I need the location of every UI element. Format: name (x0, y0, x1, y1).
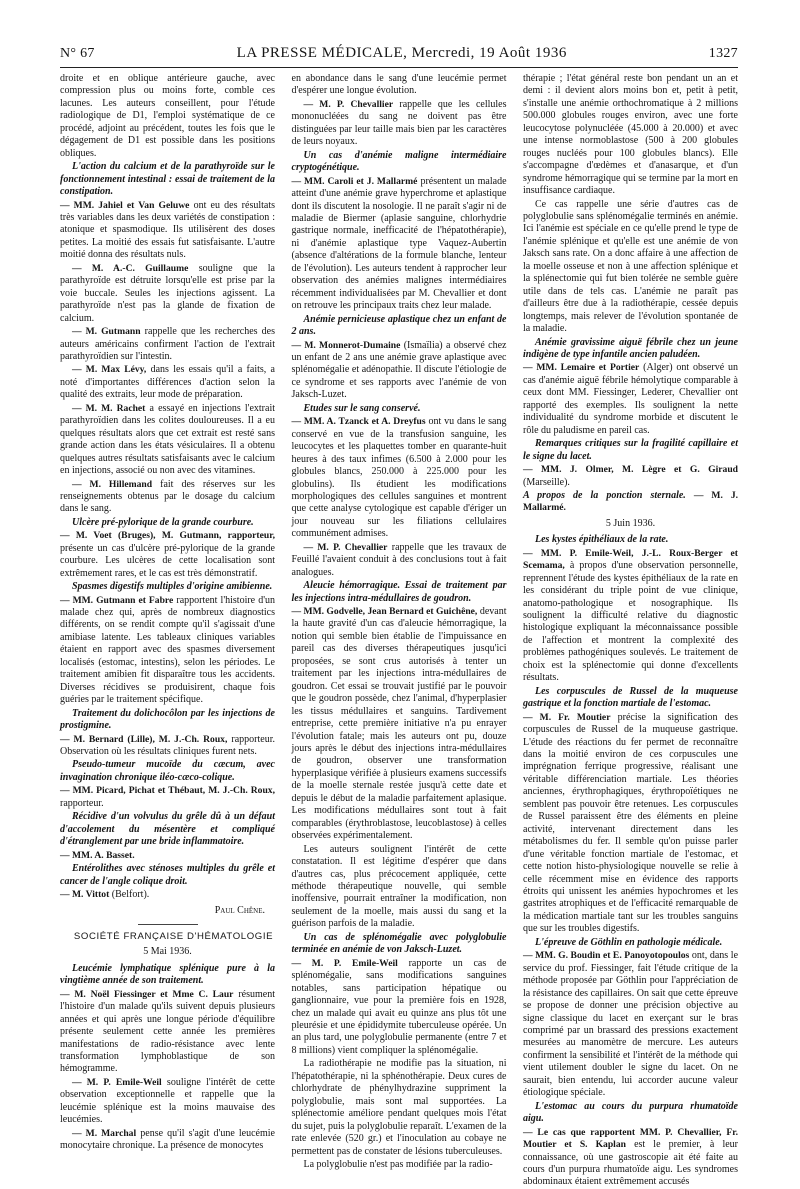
paragraph (292, 99, 507, 149)
session-date: 5 Mai 1936. (143, 946, 192, 958)
author-names: — M. P. Chevallier (303, 541, 388, 553)
author-names: — MM. A. Tzanck et A. Dreyfus (291, 416, 426, 428)
author-names: — MM. A. Basset. (60, 849, 135, 861)
paragraph (60, 479, 275, 516)
paragraph-text: fait des réserves sur les renseignements obtenus par le dosage du calcium dans le sang. (60, 478, 275, 515)
author-names: — MM. P. Emile-Weil, J.-L. Roux-Berger et Scemama, (523, 547, 738, 572)
paragraph-text: (Marseille). (523, 476, 570, 488)
author-names: — MM. Caroli et J. Mallarmé (291, 175, 418, 187)
paragraph (60, 989, 275, 1076)
author-names: — M. P. Emile-Weil (291, 957, 398, 969)
article-heading: Leucémie lymphatique splénique pure à la vingtième année de son traitement. (60, 962, 275, 987)
column-1 (60, 73, 276, 1152)
paragraph-text: a essayé en injections l'extrait parathyroïdien dans les colites douloureuses. Il a eu quelques résultats alors que cet extrait est resté sans grande action dans les états vésiculaires. Il a obtenu quelques autres résultats satisfaisants avec le calcium en injections, associé ou non avec des vitamines. (60, 402, 276, 477)
article-heading: Pseudo-tumeur mucoïde du cæcum, avec invagination chronique iléo-cæco-colique. (60, 759, 275, 783)
paragraph (292, 958, 507, 1058)
paragraph: La radiothérapie ne modifie pas la situation, ni l'hépatothérapie, ni la sphénothérapie. Deux cures de chlorhydrate de phénylhydrazine suppriment la polyglobulie, mais sont mal supportées. La splénectomie améliore pendant quelques mois l'état du sujet, puis la polyglobulie reparaît. L'examen de la rate enlevée (520 gr.) et l'inoculation au cobaye ne permettent pas de constater de lésions tuberculeuses. (291, 1058, 507, 1157)
article-heading: Un cas d'anémie maligne intermédiaire cryptogénétique. (291, 149, 507, 174)
paragraph-text: est le premier, à leur connaissance, où une gastroscopie ait été faite au cours d'un purpura rhumatoïde aigu. Les syndromes abdominaux étaient extrêmement accusés (523, 1139, 738, 1188)
author-names: — M. Gutmann (72, 326, 141, 338)
paragraph (60, 530, 275, 580)
paragraph-text: rapporteur. Observation où les résultats cliniques furent nets. (60, 733, 275, 758)
paragraph (60, 263, 275, 325)
paragraph (292, 340, 507, 402)
article-heading: Remarques critiques sur la fragilité capillaire et le signe du lacet. (523, 438, 738, 462)
paragraph-text: présentent un malade atteint d'une anémie grave hyperchrome et aplastique dont ils discutent la nosologie. Il ne paraît s'agir ni de maladie de Biermer (aplasie sanguine, chlorhydrie gastrique normale, inefficacité de l'hépatothérapie), ni d'anémie aplastique type Vaquez-Aubertin (absence d'altérations de la formule blanche, lenteur de l'évolution). Les auteurs tendent à rapprocher leur observation des anémies malignes intermédiaires récemment individualisées par M. Chevallier et dont on retrouve les principaux traits chez leur malade. (291, 175, 507, 312)
page-header (60, 45, 738, 65)
paragraph-text: dans les essais qu'il a faits, a noté d'importantes différences d'action selon la qualité des extraits, leur mode de préparation. (60, 364, 275, 401)
paragraph (60, 734, 275, 759)
article-heading: Un cas de splénomégalie avec polyglobulie terminée en anémie de von Jaksch-Luzet. (291, 931, 507, 956)
paragraph-text: souligne que la parathyroïde est détruite lorsqu'elle est prise par la voie buccale. Seules les injections agissent. La parathyroïde n'est pas la glande de fixation de calcium. (60, 262, 275, 324)
article-heading: Anémie gravissime aiguë fébrile chez un jeune indigène de type infantile ancien paludéen. (523, 336, 738, 360)
paragraph-text: souligne l'intérêt de cette observation exceptionnelle et rappelle que la leucémie splénique est la moins mauvaise des leucémies. (60, 1076, 275, 1126)
paragraph-text: rappelle que les travaux de Feuillé l'avaient conduit à des conclusions tout à fait analogues. (291, 541, 507, 578)
paragraph (60, 1128, 275, 1153)
paragraph: thérapie ; l'état général reste bon pendant un an et demi : il devient alors moins bon et, petit à petit, s'installe une anémie orthochromatique à 2 millions 500.000 globules rouges environ, avec une forte leucocytose polynucléée (45.000 à 20.000) et avec une intense normoblastose (500 à 200 globules rouges nucléés pour 100 globules blancs). Elle s'accompagne d'œdèmes et d'anasarque, et d'un syndrome hémorragique qui se termine par la mort en insuffisance cardiaque. (523, 73, 738, 197)
author-names: — MM. Godvelle, Jean Bernard et Guichêne, (291, 606, 478, 618)
paragraph-text: (Alger) ont observé un cas d'anémie aiguë fébrile hémolytique comparable à ceux dont MM. Fiessinger, Lederer, Chevallier ont rapporté des exemples. Ils soulignent la nette individualité du syndrome morbide et discutent le rôle du paludisme en pareil cas. (523, 362, 738, 436)
article-heading: L'épreuve de Göthlin en pathologie médicale. (535, 936, 723, 948)
author-names: — MM. J. Olmer, M. Lègre et G. Giraud (523, 464, 738, 476)
paragraph (60, 403, 275, 478)
paragraph: La polyglobulie n'est pas modifiée par la radio- (303, 1158, 493, 1170)
paragraph (523, 1127, 738, 1189)
article-heading: Etudes sur le sang conservé. (303, 402, 421, 414)
article-heading: Spasmes digestifs multiples d'origine amibienne. (72, 581, 273, 593)
paragraph (60, 785, 275, 810)
article-heading: A propos de la ponction sternale. (523, 489, 686, 501)
author-names: — M. Hillemand (72, 478, 153, 490)
paragraph (523, 464, 738, 489)
paragraph-text: résument l'histoire d'un malade qu'ils suivent depuis plusieurs années et qui après une longue période d'équilibre présente seulement cette année les premières manifestations de radio-résistance avec lente transformation lymphoblastique de son hémogramme. (60, 988, 275, 1075)
article-columns (60, 73, 739, 1188)
column-2 (291, 73, 507, 1170)
author-names: — MM. Lemaire et Portier (523, 362, 640, 374)
paragraph-text: (Belfort). (109, 889, 150, 900)
article-heading: Entérolithes avec sténoses multiples du grêle et cancer de l'angle colique droit. (60, 863, 275, 887)
paragraph (292, 606, 507, 843)
author-names: — M. Max Lévy, (72, 364, 147, 376)
paragraph-text: rapporte un cas de splénomégalie, sans modifications sanguines notables, sans participation hépatique ou ganglionnaire, vue pour la première fois en 1928, chez un malade qui avait eu quinze ans plus tôt une pleurésie et une épididymite tuberculeuse opérée. Un an plus tard, une polyglobulie permanente (entre 7 et 8 millions) vient compliquer la splénomégalie. (291, 957, 507, 1056)
paragraph-text: pense qu'il s'agit d'une leucémie monocytaire chronique. La présence de monocytes (60, 1127, 275, 1152)
paragraph (60, 326, 275, 363)
section-title: SOCIÉTÉ FRANÇAISE D'HÉMATOLOGIE (73, 930, 274, 942)
author-names: — M. Monnerot-Dumaine (291, 339, 401, 351)
paragraph (292, 542, 507, 579)
author-names: — M. P. Chevallier (303, 98, 394, 110)
author-names: — M. J. Mallarmé. (523, 489, 739, 514)
paragraph-text: (Ismaïlia) a observé chez un enfant de 2 ans une anémie grave aplastique avec splénomégalie et adénopathie. Il discute l'étiologie de ce syndrome et ses rapports avec l'anémie de von Jaksch-Luzet. (291, 339, 507, 401)
paragraph (60, 850, 275, 862)
paragraph (60, 889, 275, 901)
page-number-right: 1327 (708, 46, 738, 61)
paragraph (292, 416, 507, 541)
article-heading: L'estomac au cours du purpura rhumatoïde aigu. (523, 1100, 738, 1125)
author-names: — M. Fr. Moutier (523, 711, 611, 723)
article-heading: Anémie pernicieuse aplastique chez un enfant de 2 ans. (291, 313, 507, 338)
paragraph: Ce cas rappelle une série d'autres cas de polyglobulie sans splénomégalie terminés en anémie. Ici l'anémie est spéciale en ce qu'elle prend le type de l'anémie splénique et qu'elle est une anémie de von Jaksch sans rate. On a donc affaire à une affection de la moelle osseuse et non à une affection splénique et la splénectomie qui fut bien tolérée ne semble guère utile dans de tels cas. L'anémie ne paraît pas d'ailleurs être due à la radiothérapie, cessée depuis longtemps, mais relever de l'évolution spontanée de la maladie. (523, 198, 738, 335)
paragraph (523, 950, 738, 1099)
author-names: — MM. G. Boudin et E. Panoyotopoulos (523, 950, 690, 962)
author-names: — MM. Gutmann et Fabre (60, 594, 174, 606)
author-names: — Le cas que rapportent MM. P. Chevallier, Fr. Moutier et S. Kaplan (523, 1126, 738, 1151)
paragraph-text: rapporteur. (60, 797, 104, 809)
session-date: 5 Juin 1936. (605, 517, 656, 529)
journal-title: LA PRESSE MÉDICALE, Mercredi, 19 Août 1936 (236, 45, 567, 61)
article-heading: Aleucie hémorragique. Essai de traitement par les injections intra-médullaires de goudron. (291, 580, 507, 604)
paragraph-text: ont eu des résultats très variables dans les deux variétés de constipation : atonique et spasmodique. Ils utilisèrent des doses petites. La moitié des essais fut satisfaisante. L'autre moitié donna des résultats nuls. (60, 199, 276, 261)
paragraph-text: ont, dans le service du prof. Fiessinger, fait l'étude critique de la méthode proposée par Göthlin pour l'appréciation de la résistance des capillaires. On sait que cette épreuve se propose de donner une précision objective au signe classique du lacet en exerçant sur le bras comprimé par un brassard des pressions exactement mesurées au manomètre de mercure. Les auteurs confirment la sensibilité et l'intérêt de la méthode qui vient utilement doubler le signe du lacet. On ne saurait, bien entendu, lui accorder aucune valeur étiologique spéciale. (523, 950, 739, 1099)
paragraph: en abondance dans le sang d'une leucémie permet d'espérer une longue évolution. (291, 73, 507, 97)
column-3 (523, 73, 739, 1188)
paragraph (523, 490, 738, 515)
paragraph-text: rappelle que les cellules mononucléées du sang ne doivent pas être distinguées par leur taille mais bien par les caractères de leurs noyaux. (291, 98, 507, 148)
paragraph (60, 200, 275, 262)
section-divider (138, 924, 198, 925)
article-heading: L'action du calcium et de la parathyroïde sur le fonctionnement intestinal : essai de traitement de la constipation. (60, 161, 275, 198)
page-number-left: N° 67 (60, 46, 95, 61)
author-names: — M. Voet (Bruges), M. Gutmann, rapporteur, (60, 530, 275, 542)
author-names: — M. M. Rachet (72, 402, 146, 414)
paragraph-text: à propos d'une observation personnelle, reprennent l'étude des kystes épithéliaux de la rate en les considérant du triple point de vue clinique, anatomo-pathologique et nosographique. Ils soulignent la difficulté relative du diagnostic histologique expliquant la méconnaissance possible de l'affection et montrent la complexité des problèmes pathogéniques soulevés. Le traitement de choix est la splénectomie qui donne d'excellents résultats. (523, 560, 738, 684)
author-names: — M. A.-C. Guillaume (72, 262, 189, 274)
paragraph-text: rappelle que les recherches des auteurs américains confirment l'action de l'extrait parathyroïdien sur l'intestin. (60, 326, 275, 362)
paragraph (60, 595, 275, 707)
author-names: — M. P. Emile-Weil (72, 1076, 162, 1088)
paragraph (60, 1077, 275, 1127)
article-heading: Les kystes épithéliaux de la rate. (535, 534, 669, 546)
article-heading: Récidive d'un volvulus du grêle dû à un défaut d'accolement du mésentère et compliqué d'étranglement par une bride inflammatoire. (60, 811, 275, 848)
author-names: — M. Bernard (Lille), M. J.-Ch. Roux, (60, 733, 228, 745)
paragraph-text: devant la haute gravité d'un cas d'aleucie hémorragique, la notion qui semble bien établie de l'impuissance en pareil cas des diverses thérapeutiques jusqu'ici proposées, se sont crus autorisés à tenter un traitement par les injections intra-médullaires de goudron. Cet essai se trouvait justifié par le pouvoir que le goudron possède, chez l'animal, d'hyperplasier les tissus médullaires et sanguins. Tardivement entreprise, cette première initiative n'a pu enrayer l'évolution fatale; mais les auteurs ont pu, douze jours après le début des injections intra-médullaires de goudron, observer une transformation hyperplasique vérifiée à plusieurs examens successifs de la moelle sternale restée jusqu'à cette date et depuis le début de la maladie parfaitement aplasique. Les modifications médullaires sont tout à fait comparables (érythroblastose, leucoblastose) à celles observées expérimentalement. (291, 606, 507, 842)
author-names: — M. Vittot (60, 889, 110, 900)
signature: Paul Chêne. (214, 905, 265, 917)
paragraph-text: rapportent l'histoire d'un malade chez qui, après de nombreux diagnostics différents, on se rendit compte qu'il s'agissait d'une amibiase latente. Les tableaux cliniques variables étaient en rapport avec des spasmes diversement localisés (estomac, intestins), selon les périodes. Le traitement amibien fit disparaître tous les accidents. Diverses récidives se produisirent, chaque fois guéries par le traitement spécifique. (60, 594, 275, 706)
paragraph (523, 548, 738, 685)
paragraph-text: présente un cas d'ulcère pré-pylorique de la grande courbure. Les ulcères de cette localisation sont extrêmement rares, et le cas est très démonstratif. (60, 542, 275, 579)
paragraph (292, 176, 507, 313)
paragraph-text: précise la signification des corpuscules de Russel de la muqueuse gastrique. L'étude des réactions du fer permet de reconnaître dans la moitié environ de ces corpuscules une imprégnation ferrique progressive, réalisant une véritable différenciation martiale. Les théories anciennes, érythrophagiques, érythropoïétiques ne semblent pas pouvoir être retenues. Les corpuscules de Russel paraissent être des éléments en pleine activité, intervenant directement dans les métabolismes du fer. Il semble qu'on puisse parler d'une véritable fonction martiale de l'estomac, et cette notion histo-physiologique nouvelle se relie à celle récemment mise en évidence des rapports étroits qui unissent les anémies hypochromes et les gastrites atrophiques et de l'efficacité remarquable de la médication martiale tant sur les troubles sanguins que sur les troubles digestifs. (523, 711, 738, 935)
paragraph-text: ont vu dans le sang conservé en vue de la transfusion sanguine, les leucocytes et les plaquettes tomber en quarante-huit heures à des taux infimes (6.500 à 2.000 pour les globules blancs, 250.000 à 225.000 pour les globulins). Ils étudient les modifications morphologiques des cellules sanguines et montrent que cette analyse cytologique est capable d'ériger un jour nouveau sur les filiations cellulaires communément admises. (291, 416, 507, 540)
author-names: — MM. Picard, Pichat et Thébaut, M. J.-Ch. Roux, (60, 785, 275, 797)
paragraph: Les auteurs soulignent l'intérêt de cette constatation. Il est légitime d'espérer que dans d'autres cas, plus précocement appliquée, cette méthode thérapeutique nouvelle, qui semble inoffensive, pourrait entraîner la modification, non seulement de la moelle, mais aussi du sang et la guérison parfois de la maladie. (291, 843, 507, 930)
article-heading: Les corpuscules de Russel de la muqueuse gastrique et la fonction martiale de l'estomac. (523, 685, 738, 710)
header-rule (60, 67, 738, 68)
paragraph (60, 364, 275, 401)
article-heading: Traitement du dolichocôlon par les injections de prostigmine. (60, 707, 275, 732)
paragraph (523, 362, 738, 437)
author-names: — MM. Jahiel et Van Geluwe (60, 199, 190, 211)
paragraph: droite et en oblique antérieure gauche, avec compression plus ou moins forte, comble ces lacunes. Les auteurs conseillent, pour l'étude radiologique de D1, l'emploi systématique de ce procédé, adjoint au précédent, toutes les fois que le dégagement de D1 est possible dans les positions obliques. (60, 73, 275, 159)
paragraph (523, 712, 738, 936)
author-names: — M. Marchal (72, 1127, 137, 1139)
article-heading: Ulcère pré-pylorique de la grande courbure. (72, 516, 254, 528)
author-names: — M. Noël Fiessinger et Mme C. Laur (60, 988, 234, 1000)
